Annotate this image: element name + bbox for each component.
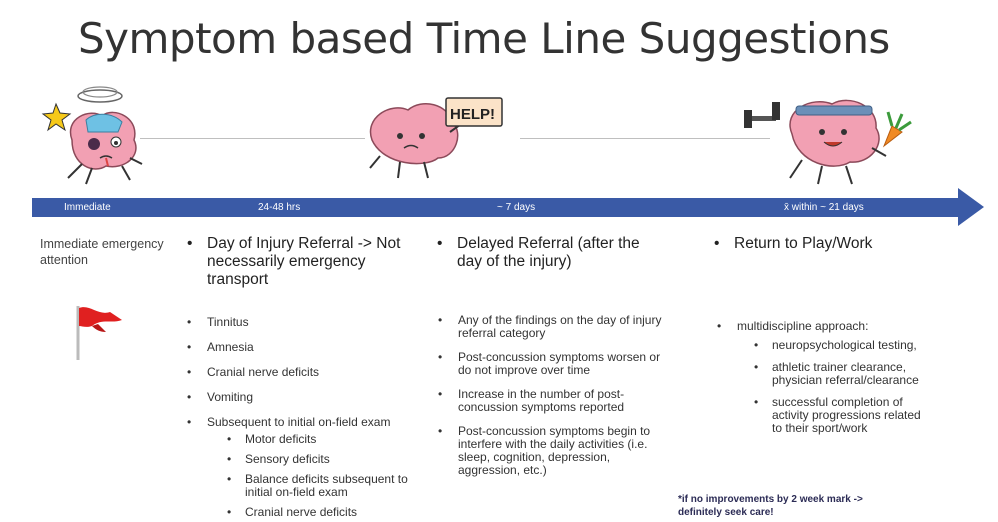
list-item: • Increase in the number of post-concussion symptoms reported [458,388,668,414]
timeline-label-24-48: 24-48 hrs [258,202,301,213]
footnote: *if no improvements by 2 week mark -> definitely seek care! [678,494,863,518]
help-sign-text: HELP! [450,106,495,123]
day-of-injury-list [207,316,437,437]
red-flag-icon [70,304,130,362]
list-item: • Cranial nerve deficits [245,506,435,519]
column-heading-return-to-play: • Return to Play/Work [714,235,873,252]
immediate-attention-note: Immediate emergency attention [40,237,164,267]
carrot-icon [884,112,911,146]
list-item: • Sensory deficits [245,453,435,466]
star-icon [43,104,70,130]
list-item: • Balance deficits subsequent to initial on-field exam [245,473,435,499]
list-item: • Post-concussion symptoms worsen or do not improve over time [458,351,668,377]
list-item: • Vomiting [207,391,437,404]
return-to-play-list [737,320,937,333]
timeline-arrow-head [958,188,984,226]
dumbbell-icon [744,102,780,128]
return-to-play-sublist [772,339,932,435]
list-item: • Amnesia [207,341,437,354]
list-item: • neuropsychological testing, [772,339,932,352]
list-item: • multidiscipline approach: [737,320,937,333]
page-title: Symptom based Time Line Suggestions [78,14,890,63]
timeline-label-21-days: x̄ within ~ 21 days [784,202,864,213]
list-item: • Any of the findings on the day of injury referral category [458,314,668,340]
list-item: • Subsequent to initial on-field exam [207,416,437,429]
injured-brain-icon [42,78,152,188]
connector-line-1 [140,138,365,139]
list-item: • Cranial nerve deficits [207,366,437,379]
fit-brain-icon [742,88,932,188]
timeline-label-7-days: ~ 7 days [497,202,536,213]
list-item: • athletic trainer clearance, physician referral/clearance [772,361,932,387]
timeline-label-immediate: Immediate [64,202,111,213]
column-heading-delayed-referral: • Delayed Referral (after the day of the injury) [437,235,640,270]
column-heading-day-of-injury: • Day of Injury Referral -> Not necessarily emergency transport [187,235,401,288]
list-item: • Tinnitus [207,316,437,329]
delayed-referral-list [458,314,668,477]
list-item: • Motor deficits [245,433,435,446]
list-item: • successful completion of activity progressions related to their sport/work [772,396,932,435]
connector-line-2 [520,138,770,139]
on-field-deficits-sublist [245,433,435,519]
list-item: • Post-concussion symptoms begin to interfere with the daily activities (i.e. sleep, cognition, depression, aggression, etc.) [458,425,668,477]
